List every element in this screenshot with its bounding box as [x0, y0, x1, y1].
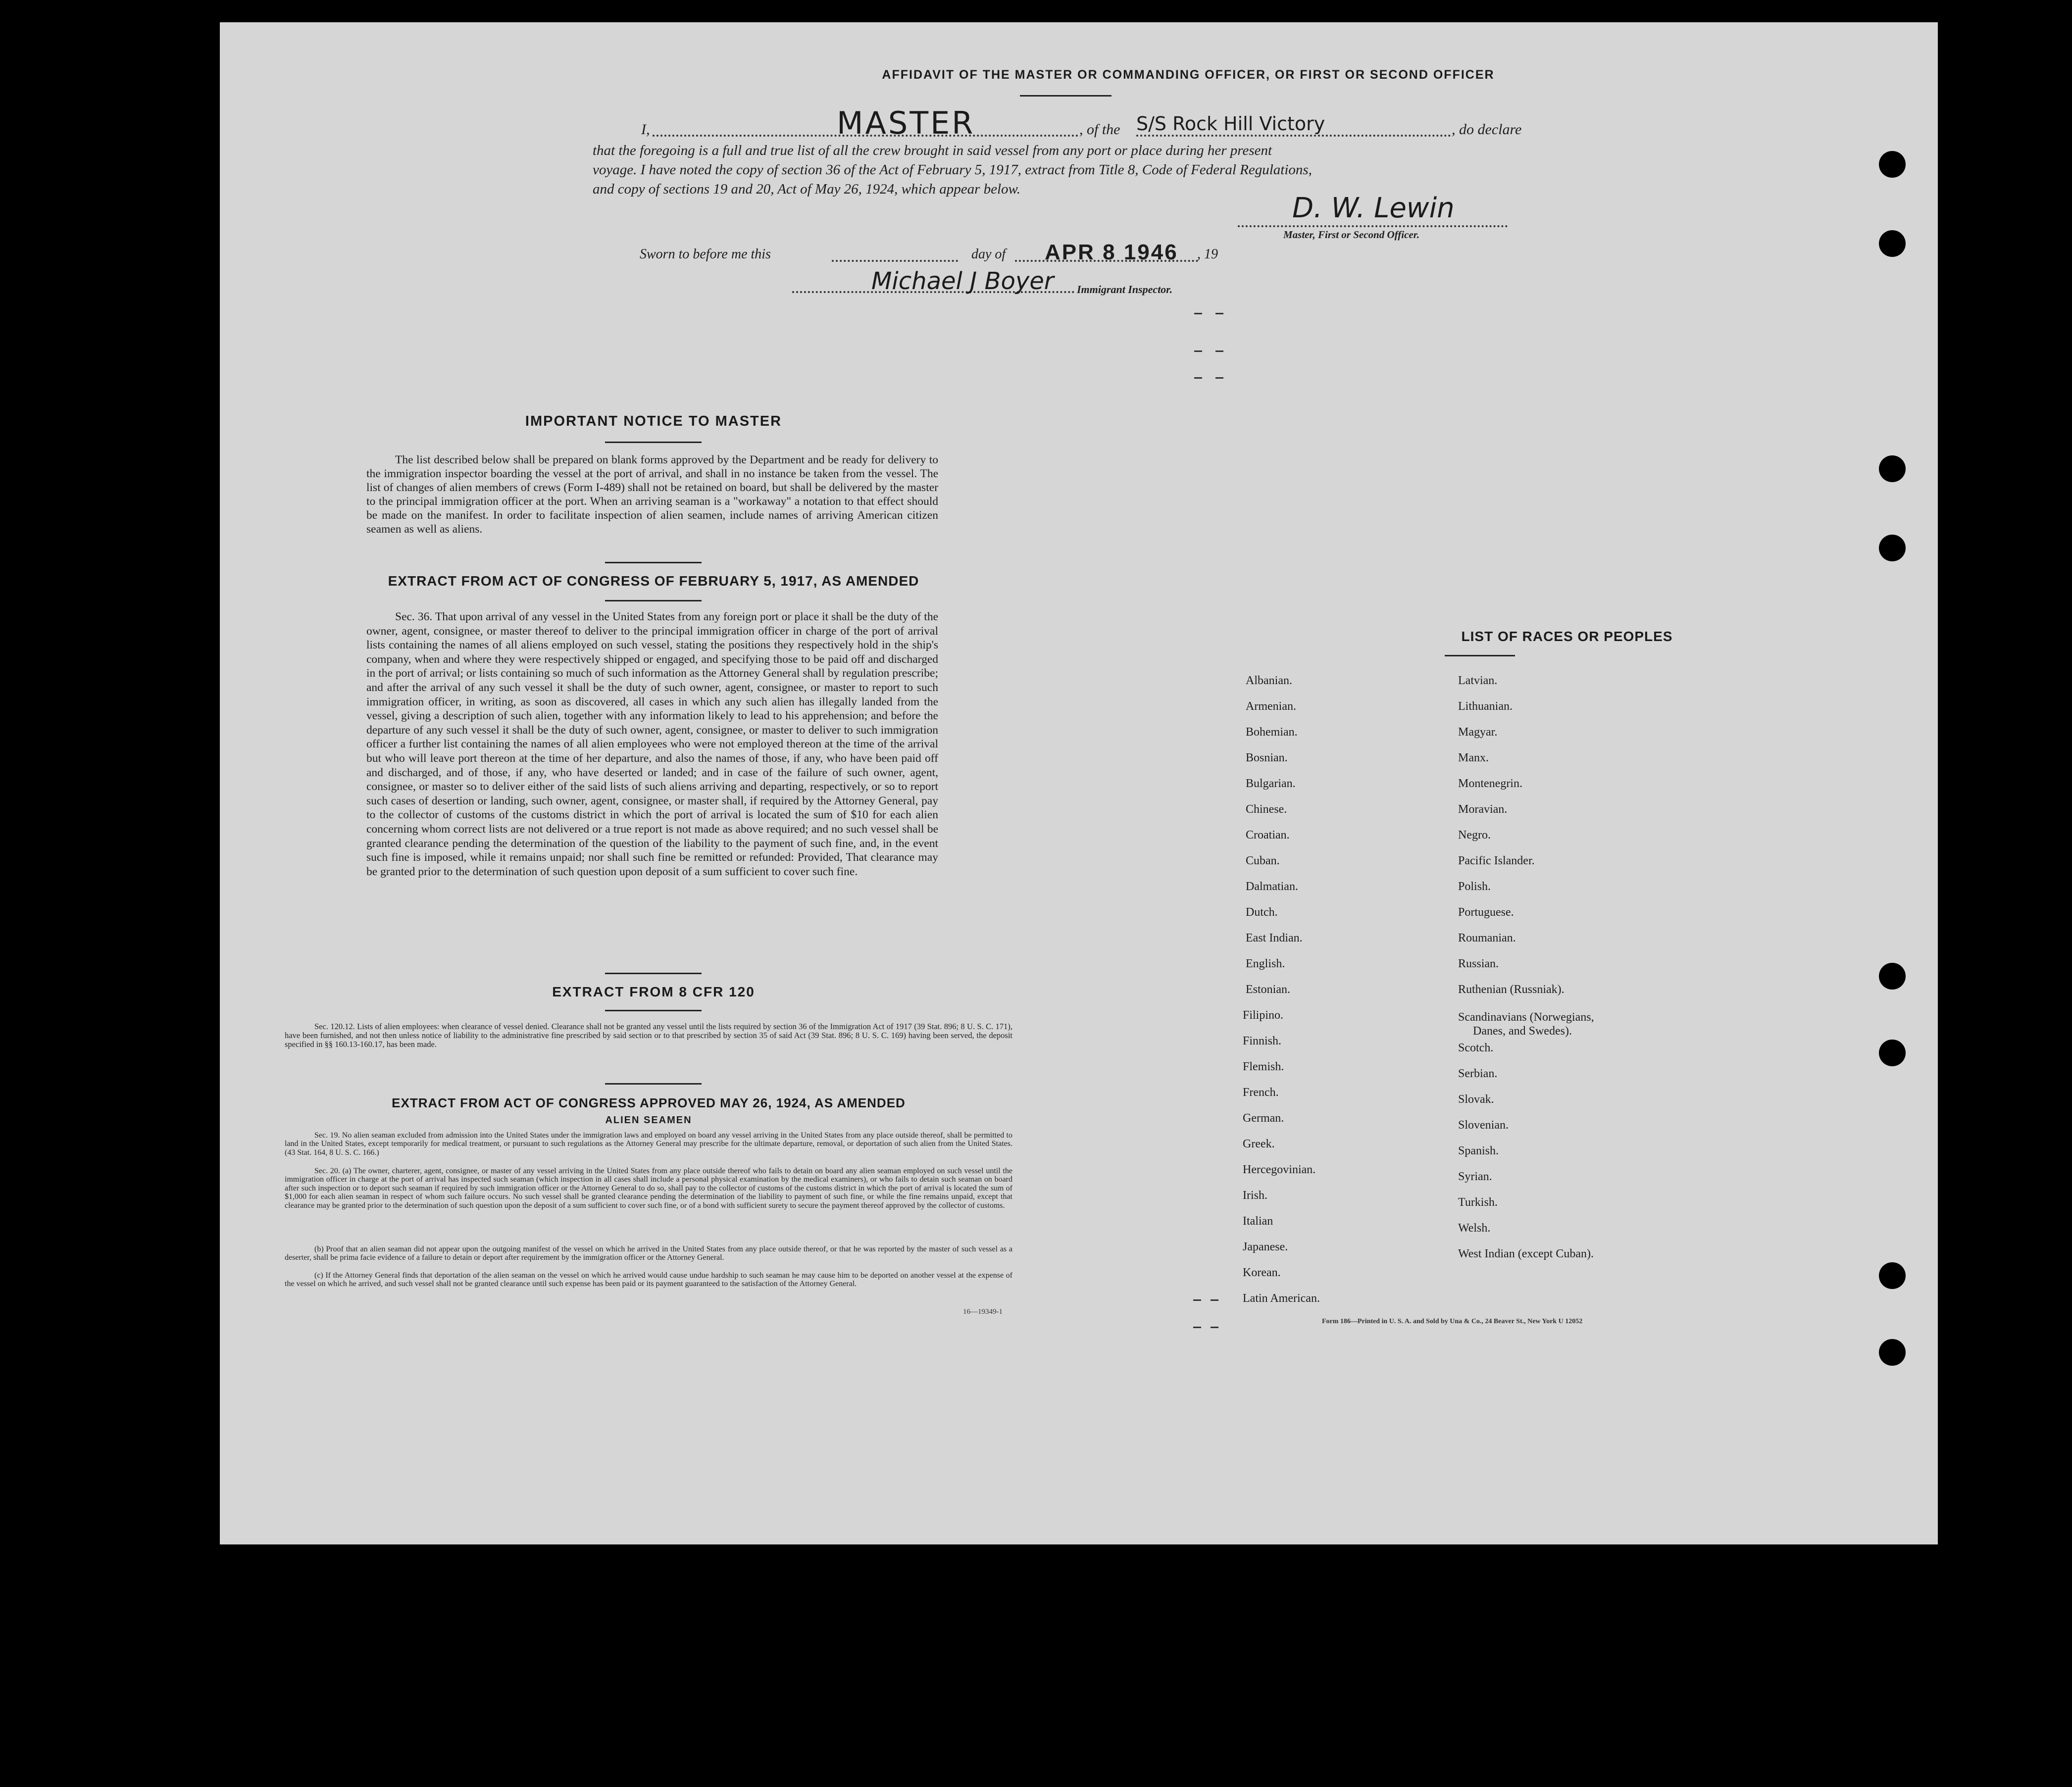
affidavit-do-declare: , do declare	[1452, 121, 1522, 138]
divider	[1445, 655, 1515, 656]
cfr-title: EXTRACT FROM 8 CFR 120	[552, 984, 755, 999]
race-item: Serbian.	[1458, 1067, 1498, 1080]
race-item: Armenian.	[1246, 700, 1296, 713]
race-item: West Indian (except Cuban).	[1458, 1247, 1594, 1260]
race-item: Lithuanian.	[1458, 700, 1513, 713]
race-item: Slovak.	[1458, 1093, 1494, 1106]
race-item: Chinese.	[1246, 803, 1287, 816]
sworn-label: Sworn to before me this	[640, 247, 771, 262]
race-item: French.	[1243, 1086, 1279, 1099]
extract-1924-sec20b: (b) Proof that an alien seaman did not appear upon the outgoing manifest of the vessel on which he arrived in the United States from any place outside thereof, or that he was reported by the master of such vessel as a deserter, shall be prima facie evidence of a failure to detain or deport after requirement by the immigration officer or the Attorney General.	[285, 1245, 1012, 1262]
race-item: Moravian.	[1458, 803, 1508, 816]
race-item: Bohemian.	[1246, 726, 1298, 739]
punch-hole	[1879, 151, 1906, 178]
extract-1924-sec20a: Sec. 20. (a) The owner, charterer, agent, consignee, or master of any vessel arriving in the United States from any place outside thereof who fails to detain on board any alien seaman employed on such vessel until the immigration officer in charge at the port of arrival has inspected such seaman (which inspection in all cases shall include a personal physical examination by the medical examiners), or who fails to detain such seaman on board after such inspection or to deport such seaman if required by such immigration officer or the Attorney General to do so, shall pay to the collector of customs of the customs district in which the port of arrival is located the sum of $1,000 for each alien seaman in respect of whom such failure occurs. No such vessel shall be granted clearance pending the determination of the liability to payment of such fine, or while the fine remains unpaid, except that clearance may be granted prior to the determination of such question upon the deposit of a sum sufficient to cover such fine, or of a bond with sufficient surety to secure the payment thereof approved by the collector of customs.	[285, 1167, 1012, 1210]
affidavit-line2: that the foregoing is a full and true list of all the crew brought in said vessel from any port or place during her present	[593, 143, 1272, 158]
race-item: English.	[1246, 957, 1285, 970]
race-item: Scandinavians (Norwegians,	[1458, 1011, 1594, 1024]
race-item: Albanian.	[1246, 674, 1292, 687]
race-item: Dalmatian.	[1246, 880, 1298, 893]
divider	[605, 600, 702, 601]
affidavit-title: AFFIDAVIT OF THE MASTER OR COMMANDING OFFICER, OR FIRST OR SECOND OFFICER	[882, 68, 1495, 82]
race-item: Pacific Islander.	[1458, 854, 1535, 867]
race-item: Portuguese.	[1458, 906, 1514, 919]
extract-1917-title: EXTRACT FROM ACT OF CONGRESS OF FEBRUARY 5, 1917, AS AMENDED	[388, 573, 919, 589]
race-item: Estonian.	[1246, 983, 1290, 996]
race-item: Filipino.	[1243, 1009, 1284, 1022]
margin-mark	[1193, 1299, 1201, 1301]
margin-mark	[1193, 1327, 1201, 1328]
race-item: Manx.	[1458, 751, 1489, 764]
race-item: Korean.	[1243, 1266, 1281, 1279]
vessel-blank	[1136, 135, 1451, 137]
race-item: Cuban.	[1246, 854, 1280, 867]
signature-blank	[1238, 225, 1508, 227]
extract-1924-sec20c: (c) If the Attorney General finds that deportation of the alien seaman on the vessel on which he arrived would cause undue hardship to such seaman he may cause him to be deported on another vessel at the expense of the vessel on which he arrived, and such vessel shall not be granted clearance until such expense has been paid or its payment guaranteed to the satisfaction of the Attorney General.	[285, 1271, 1012, 1289]
race-item: Montenegrin.	[1458, 777, 1522, 790]
race-item: Bulgarian.	[1246, 777, 1296, 790]
race-item: Croatian.	[1246, 829, 1290, 842]
extract-1924-title: EXTRACT FROM ACT OF CONGRESS APPROVED MAY 26, 1924, AS AMENDED	[392, 1095, 906, 1110]
notice-text: The list described below shall be prepared on blank forms approved by the Department and be ready for delivery to the immigration inspector boarding the vessel at the port of arrival, and shall in no instance be taken from the vessel. The list of changes of alien members of crews (Form I-489) shall not be retained on board, but shall be delivered by the master to the principal immigration officer at the port. When an arriving seaman is a "workaway" a notation to that effect should be made on the manifest. In order to facilitate inspection of alien seamen, include names of arriving American citizen seamen as well as aliens.	[366, 453, 938, 536]
divider	[605, 973, 702, 974]
vessel-handwritten: S/S Rock Hill Victory	[1136, 113, 1325, 135]
sworn-day-blank	[832, 260, 958, 262]
race-item: Flemish.	[1243, 1060, 1284, 1073]
race-item: Danes, and Swedes).	[1473, 1025, 1572, 1038]
race-item: Irish.	[1243, 1189, 1267, 1202]
race-item: Welsh.	[1458, 1222, 1491, 1235]
race-item: Bosnian.	[1246, 751, 1288, 764]
race-item: Polish.	[1458, 880, 1491, 893]
extract-1924-subtitle: ALIEN SEAMEN	[605, 1115, 692, 1126]
margin-mark	[1211, 1299, 1218, 1301]
divider	[605, 442, 702, 443]
margin-mark	[1194, 350, 1202, 352]
margin-mark	[1194, 313, 1202, 314]
date-stamp: APR 8 1946	[1045, 240, 1178, 264]
race-item: Roumanian.	[1458, 932, 1516, 944]
punch-hole	[1879, 1040, 1906, 1066]
affidavit-of-the: , of the	[1079, 121, 1120, 138]
race-item: Dutch.	[1246, 906, 1278, 919]
race-item: Hercegovinian.	[1243, 1163, 1316, 1176]
race-item: Greek.	[1243, 1138, 1275, 1150]
margin-mark	[1215, 377, 1223, 379]
form-code: 16—19349-1	[963, 1308, 1003, 1316]
cfr-text: Sec. 120.12. Lists of alien employees: when clearance of vessel denied. Clearance shall not be granted any vessel until the lists required by section 36 of the Immigration Act of 1917 (39 Stat. 896; 8 U. S. C. 171), have been furnished, and not then unless notice of liability to the administrative fine prescribed by said section or to that prescribed by section 35 of said Act (39 Stat. 896; 8 U. S. C. 169) having been served, the deposit specified in §§ 160.13-160.17, has been made.	[285, 1022, 1012, 1049]
race-item: Italian	[1243, 1215, 1273, 1228]
race-item: German.	[1243, 1112, 1284, 1125]
race-item: Magyar.	[1458, 726, 1498, 739]
race-item: Russian.	[1458, 957, 1499, 970]
punch-hole	[1879, 1339, 1906, 1366]
race-item: East Indian.	[1246, 932, 1303, 944]
extract-1917-text: Sec. 36. That upon arrival of any vessel in the United States from any foreign port or place it shall be the duty of the owner, agent, consignee, or master thereof to deliver to the principal immigration officer in charge of the port of arrival lists containing the names of all aliens employed on such vessel, stating the positions they respectively hold in the ship's company, when and where they were respectively shipped or engaged, and specifying those to be paid off and discharged in the port of arrival; or lists containing so much of such information as the Attorney General shall by regulation prescribe; and after the arrival of any such vessel it shall be the duty of such owner, agent, consignee, or master to report to such immigration officer, in writing, as soon as discovered, all cases in which any such alien has illegally landed from the vessel, giving a description of such alien, together with any information likely to lead to his apprehension; and before the departure of any such vessel it shall be the duty of such owner, agent, consignee, or master to deliver to such immigration officer a further list containing the names of all alien employees who were not employed thereon at the time of the arrival but who will leave port thereon at the time of her departure, and also the names of those, if any, who have been paid off and discharged, and of those, if any, who have deserted or landed; and in case of the failure of such owner, agent, consignee, or master so to deliver either of the said lists of such aliens arriving and departing, respectively, or so to report such cases of desertion or landing, such owner, agent, consignee, or master shall, if required by the Attorney General, pay to the collector of customs of the customs district in which the port of arrival is located the sum of $10 for each alien concerning whom correct lists are not delivered or a true report is not made as above required; and no such vessel shall be granted clearance pending the determination of the question of the liability to the payment of such fine, and, in the event such fine is imposed, while it remains unpaid; nor shall such fine be remitted or refunded: Provided, That clearance may be granted prior to the determination of such question upon deposit of a sum sufficient to cover such fine.	[366, 610, 938, 878]
race-item: Ruthenian (Russniak).	[1458, 983, 1565, 996]
race-item: Slovenian.	[1458, 1119, 1509, 1132]
race-item: Scotch.	[1458, 1042, 1494, 1054]
sworn-year: , 19	[1197, 247, 1218, 262]
margin-mark	[1211, 1327, 1218, 1328]
inspector-caption: Immigrant Inspector.	[1077, 283, 1173, 296]
divider	[605, 1083, 702, 1085]
race-item: Latvian.	[1458, 674, 1498, 687]
divider	[1020, 95, 1112, 97]
form-footer: Form 186—Printed in U. S. A. and Sold by Una & Co., 24 Beaver St., New York U 12052	[1322, 1318, 1583, 1325]
punch-hole	[1879, 230, 1906, 257]
margin-mark	[1215, 350, 1223, 352]
margin-mark	[1194, 377, 1202, 379]
master-signature: D. W. Lewin	[1292, 192, 1455, 224]
affidavit-line4: and copy of sections 19 and 20, Act of May 26, 1924, which appear below.	[593, 181, 1020, 197]
race-item: Japanese.	[1243, 1241, 1288, 1253]
race-item: Turkish.	[1458, 1196, 1498, 1209]
master-handwritten: MASTER	[837, 105, 975, 141]
punch-hole	[1879, 963, 1906, 990]
punch-hole	[1879, 535, 1906, 561]
affidavit-line1-i: I,	[641, 121, 650, 138]
signature-caption: Master, First or Second Officer.	[1283, 229, 1419, 241]
punch-hole	[1879, 1262, 1906, 1289]
punch-hole	[1879, 455, 1906, 482]
race-item: Syrian.	[1458, 1170, 1492, 1183]
extract-1924-sec19: Sec. 19. No alien seaman excluded from admission into the United States under the immigration laws and employed on board any vessel arriving in the United States from any place outside thereof, shall be permitted to land in the United States, except temporarily for medical treatment, or pursuant to such regulations as the Attorney General may prescribe for the ultimate departure, removal, or deportation of such alien from the United States. (43 Stat. 164, 8 U. S. C. 166.)	[285, 1131, 1012, 1157]
margin-mark	[1215, 313, 1223, 314]
divider	[605, 562, 702, 563]
inspector-signature: Michael J Boyer	[871, 267, 1054, 295]
notice-title: IMPORTANT NOTICE TO MASTER	[525, 413, 782, 429]
divider	[605, 1010, 702, 1011]
race-item: Spanish.	[1458, 1144, 1499, 1157]
race-item: Latin American.	[1243, 1292, 1320, 1305]
race-item: Finnish.	[1243, 1035, 1282, 1047]
race-item: Negro.	[1458, 829, 1491, 842]
sworn-day-of: day of	[971, 247, 1006, 262]
affidavit-line3: voyage. I have noted the copy of section 36 of the Act of February 5, 1917, extract from Title 8, Code of Federal Regulations,	[593, 162, 1312, 178]
races-title: LIST OF RACES OR PEOPLES	[1461, 629, 1673, 644]
